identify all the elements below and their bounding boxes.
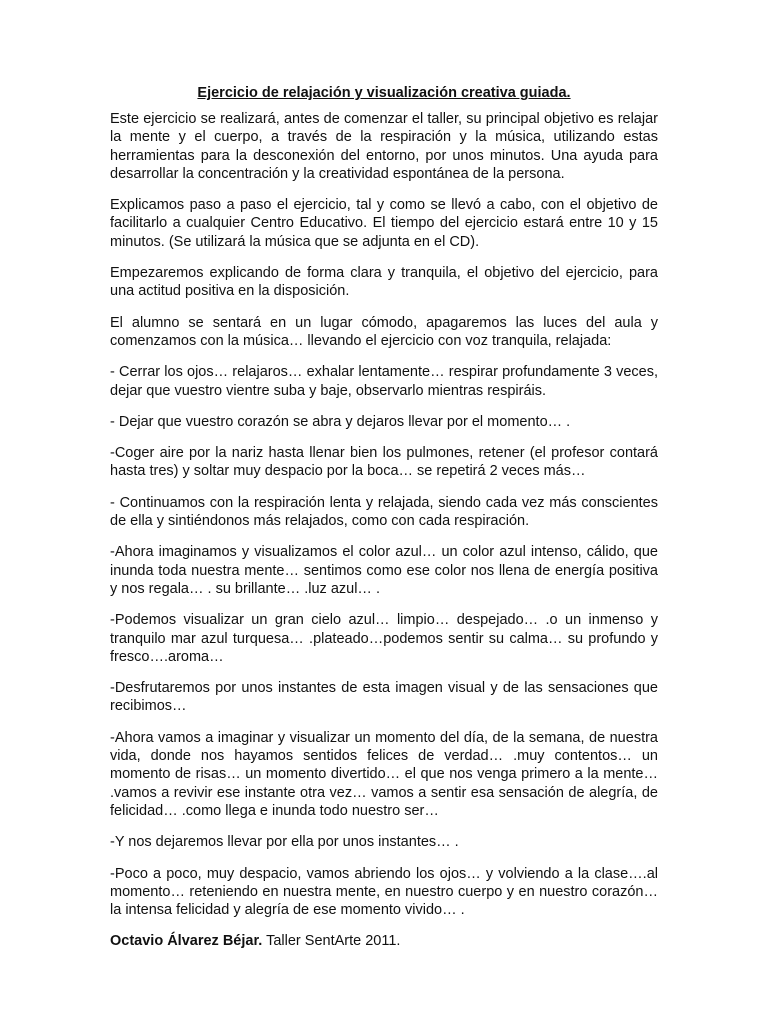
paragraph-blue-color: -Ahora imaginamos y visualizamos el color azul… un color azul intenso, cálido, que inunda toda nuestra mente… sentimos como ese color nos llena de energía positiva y nos regala… . su brillante… .luz azul… . — [110, 544, 658, 597]
paragraph-steps: Explicamos paso a paso el ejercicio, tal y como se llevó a cabo, con el objetivo de facilitarlo a cualquier Centro Educativo. El tiempo del ejercicio estará entre 10 y 15 minutos. (Se utilizará la música que se adjunta en el CD). — [110, 197, 658, 250]
paragraph-sky-sea: -Podemos visualizar un gran cielo azul… limpio… despejado… .o un inmenso y tranquilo mar azul turquesa… .plateado…podemos sentir su calma… su profundo y fresco….aroma… — [110, 612, 658, 665]
signature-author: Octavio Álvarez Béjar. — [110, 933, 263, 950]
paragraph-happy-moment: -Ahora vamos a imaginar y visualizar un momento del día, de la semana, de nuestra vida, donde nos hayamos sentidos felices de verdad… .muy contentos… un momento de risas… un momento divertido… el que nos venga primero a la mente… .vamos a revivir ese instante otra vez… vamos a sentir esa sensación de alegría, de felicidad… .como llega e inunda todo nuestro ser… — [110, 729, 658, 819]
paragraph-close-eyes: - Cerrar los ojos… relajaros… exhalar lentamente… respirar profundamente 3 veces, dejar que vuestro vientre suba y baje, observarlo mientras respiráis. — [110, 364, 658, 399]
paragraph-breathe-in: -Coger aire por la nariz hasta llenar bien los pulmones, retener (el profesor contará hasta tres) y soltar muy despacio por la boca… se repetirá 2 veces más… — [110, 445, 658, 480]
paragraph-slow-breathing: - Continuamos con la respiración lenta y relajada, siendo cada vez más conscientes de ella y sintiéndonos más relajados, como con cada respiración. — [110, 494, 658, 530]
paragraph-intro: Este ejercicio se realizará, antes de comenzar el taller, su principal objetivo es relajar la mente y el cuerpo, a través de la respiración y la música, utilizando estas herramientas para la desconexión del entorno, por unos minutos. Una ayuda para desarrollar la concentración y la creatividad espontánea de la persona. — [110, 111, 658, 182]
paragraph-start: Empezaremos explicando de forma clara y tranquila, el objetivo del ejercicio, para una actitud positiva en la disposición. — [110, 265, 658, 300]
paragraph-setup: El alumno se sentará en un lugar cómodo, apagaremos las luces del aula y comenzamos con la música… llevando el ejercicio con voz tranquila, relajada: — [110, 314, 658, 349]
signature-workshop: Taller SentArte 2011. — [262, 933, 401, 950]
paragraph-open-eyes: -Poco a poco, muy despacio, vamos abriendo los ojos… y volviendo a la clase….al momento… reteniendo en nuestra mente, en nuestro cuerpo y en nuestro corazón… la intensa felicidad y alegría de ese momento vivido… . — [110, 865, 658, 919]
paragraph-let-go: -Y nos dejaremos llevar por ella por unos instantes… . — [110, 834, 459, 851]
paragraph-open-heart: - Dejar que vuestro corazón se abra y dejaros llevar por el momento… . — [110, 413, 571, 430]
paragraph-enjoy: -Desfrutaremos por unos instantes de esta imagen visual y de las sensaciones que recibimos… — [110, 680, 658, 715]
signature — [110, 932, 658, 950]
document-title: Ejercicio de relajación y visualización creativa guiada. — [197, 85, 571, 101]
